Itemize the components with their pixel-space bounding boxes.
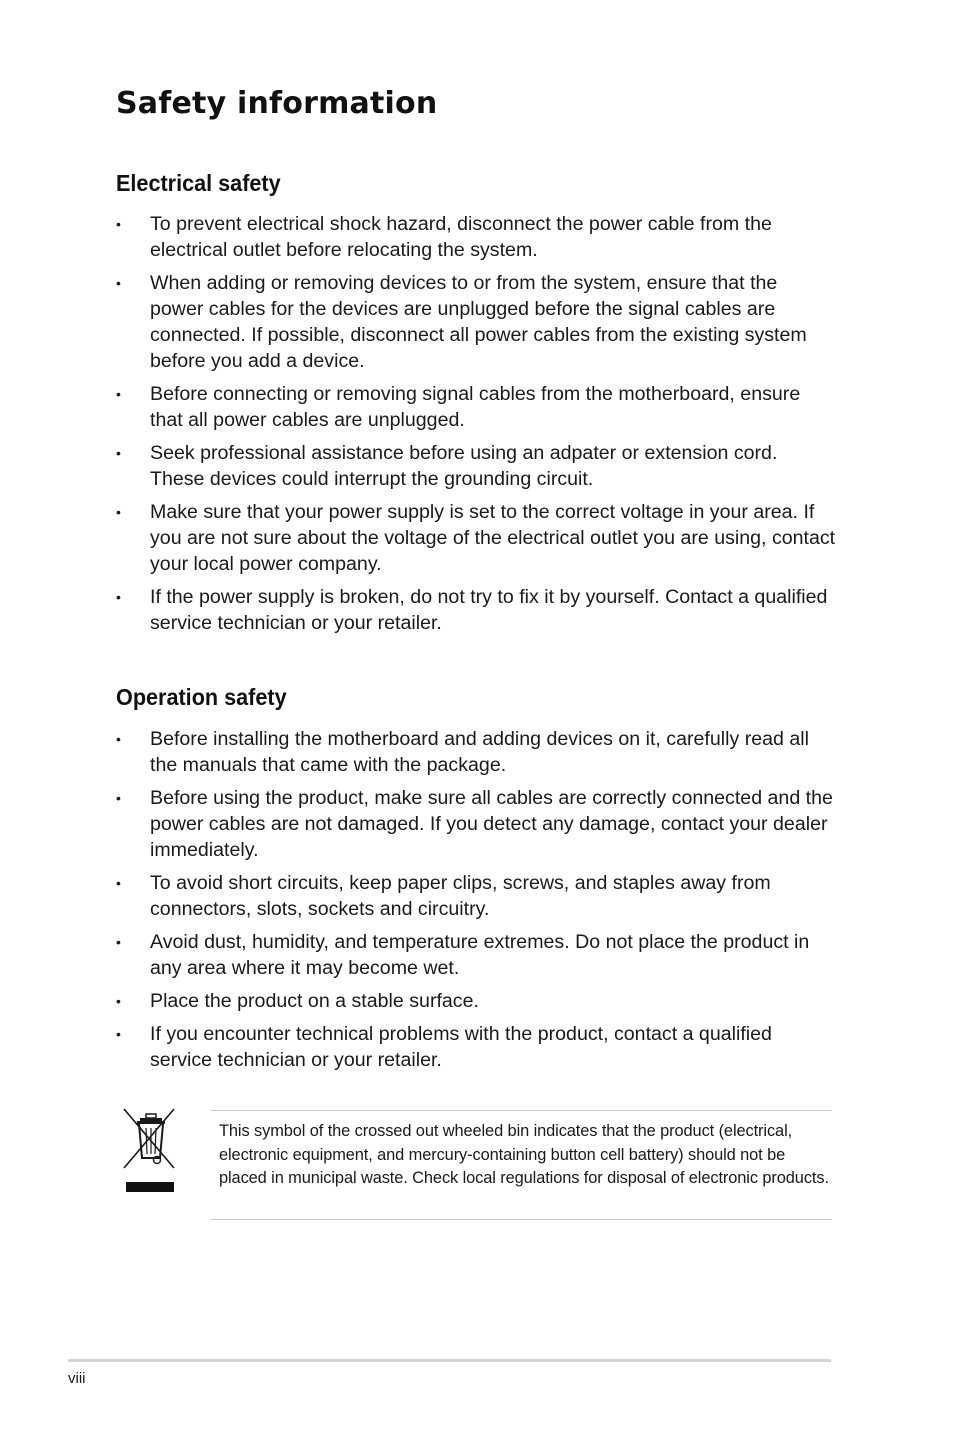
disposal-notice (116, 1104, 832, 1224)
bullet-glyph: • (116, 589, 121, 605)
list-item-text: When adding or removing devices to or from the system, ensure that the power cables for the devices are unplugged before the signal cables are connected. If possible, disconnect all power cables from the existing system before you add a device. (150, 272, 807, 372)
bullet-glyph: • (116, 934, 121, 950)
list-item (116, 929, 836, 981)
operation-safety-heading: Operation safety (116, 684, 287, 710)
list-item (116, 870, 836, 922)
list-item (116, 584, 836, 636)
bullet-glyph: • (116, 275, 121, 291)
notice-box (211, 1110, 832, 1220)
list-item-text: Place the product on a stable surface. (150, 990, 479, 1012)
list-item-text: Avoid dust, humidity, and temperature extremes. Do not place the product in any area where it may become wet. (150, 931, 810, 979)
bullet-glyph: • (116, 504, 121, 520)
footer-divider (68, 1359, 831, 1362)
list-item (116, 211, 836, 263)
bullet-glyph: • (116, 993, 121, 1009)
list-item (116, 726, 836, 778)
bullet-glyph: • (116, 731, 121, 747)
notice-text: This symbol of the crossed out wheeled bin indicates that the product (electrical, electronic equipment, and mercury-containing button cell battery) should not be placed in municipal waste. Check local regulations for disposal of electronic products. (219, 1122, 829, 1187)
list-item (116, 381, 836, 433)
list-item (116, 988, 836, 1014)
list-item (116, 499, 836, 577)
list-item-text: If you encounter technical problems with the product, contact a qualified service technician or your retailer. (150, 1023, 772, 1071)
list-item-text: Seek professional assistance before using an adpater or extension cord. These devices could interrupt the grounding circuit. (150, 442, 778, 490)
electrical-safety-list (116, 211, 836, 643)
list-item-text: To avoid short circuits, keep paper clips, screws, and staples away from connectors, slots, sockets and circuitry. (150, 872, 771, 920)
list-item-text: Before connecting or removing signal cables from the motherboard, ensure that all power cables are unplugged. (150, 383, 801, 431)
electrical-safety-heading: Electrical safety (116, 170, 281, 196)
list-item-text: If the power supply is broken, do not try to fix it by yourself. Contact a qualified service technician or your retailer. (150, 586, 828, 634)
bullet-glyph: • (116, 1026, 121, 1042)
list-item (116, 1021, 836, 1073)
list-item-text: To prevent electrical shock hazard, disconnect the power cable from the electrical outlet before relocating the system. (150, 213, 772, 261)
bullet-glyph: • (116, 386, 121, 402)
list-item (116, 440, 836, 492)
operation-safety-list (116, 726, 836, 1080)
bullet-glyph: • (116, 445, 121, 461)
page-title: Safety information (116, 86, 438, 121)
bullet-glyph: • (116, 216, 121, 232)
list-item-text: Before using the product, make sure all cables are correctly connected and the power cables are not damaged. If you detect any damage, contact your dealer immediately. (150, 787, 833, 861)
bullet-glyph: • (116, 790, 121, 806)
list-item-text: Make sure that your power supply is set to the correct voltage in your area. If you are not sure about the voltage of the electrical outlet you are using, contact your local power company. (150, 501, 836, 575)
list-item (116, 270, 836, 374)
list-item-text: Before installing the motherboard and adding devices on it, carefully read all the manuals that came with the package. (150, 728, 809, 776)
bullet-glyph: • (116, 875, 121, 891)
list-item (116, 785, 836, 863)
page-number: viii (68, 1370, 86, 1387)
crossed-out-wheeled-bin-icon (122, 1106, 180, 1194)
